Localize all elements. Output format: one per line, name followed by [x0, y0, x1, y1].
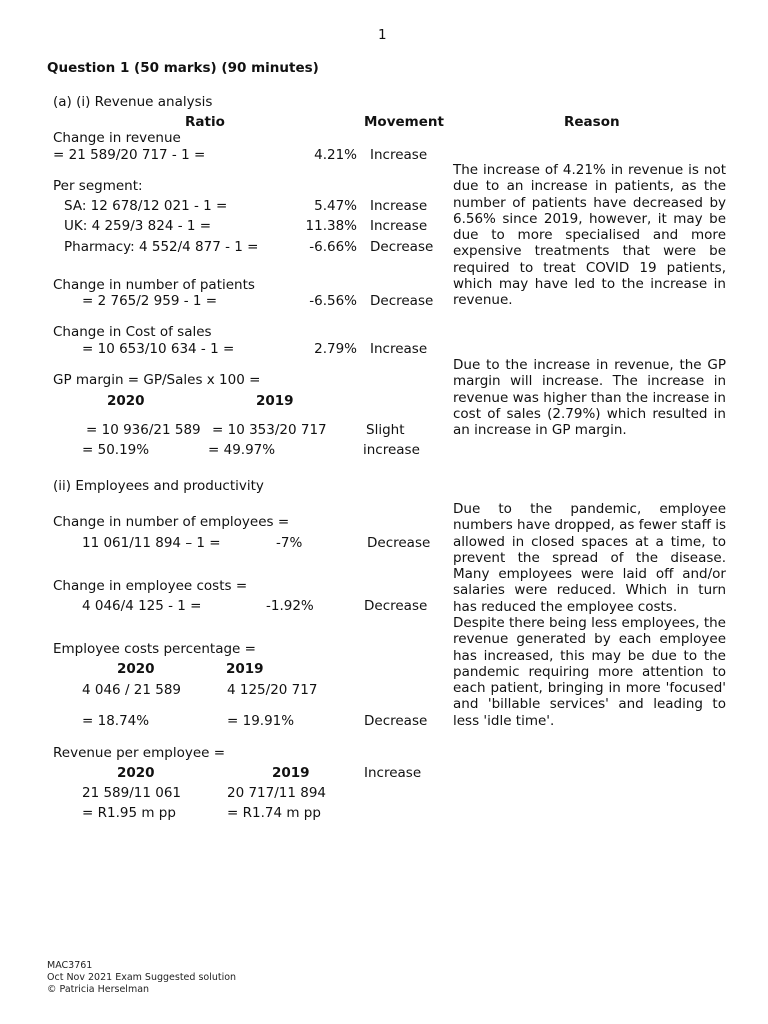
- employee-costs-pct-calc-2020: 4 046 / 21 589: [82, 682, 182, 698]
- change-employee-costs-label: Change in employee costs =: [53, 578, 248, 594]
- segment-uk-movement: Increase: [370, 218, 428, 234]
- revenue-per-employee-year-2020: 2020: [117, 765, 155, 781]
- change-employee-costs-movement: Decrease: [364, 598, 428, 614]
- employee-costs-pct-year-2019: 2019: [226, 661, 264, 677]
- question-title: Question 1 (50 marks) (90 minutes): [47, 60, 319, 76]
- change-employees-value: -7%: [276, 535, 303, 551]
- column-header-reason: Reason: [564, 114, 620, 130]
- reason-productivity: Despite there being less employees, the revenue generated by each employee has increased, this may be due to the pandemic requiring more attention to each patient, bringing in more 'focused' and 'billable services' and leading to less 'idle time'.: [453, 615, 726, 729]
- gp-margin-label: GP margin = GP/Sales x 100 =: [53, 372, 261, 388]
- per-segment-label: Per segment:: [53, 178, 143, 194]
- change-patients-movement: Decrease: [370, 293, 434, 309]
- section-a-heading: (a) (i) Revenue analysis: [53, 94, 213, 110]
- change-patients-label: Change in number of patients: [53, 277, 255, 293]
- revenue-per-employee-result-2020: = R1.95 m pp: [82, 805, 176, 821]
- revenue-per-employee-calc-2019: 20 717/11 894: [227, 785, 327, 801]
- gp-margin-year-2020: 2020: [107, 393, 145, 409]
- employee-costs-pct-calc-2019: 4 125/20 717: [227, 682, 318, 698]
- change-patients-formula: = 2 765/2 959 - 1 =: [82, 293, 218, 309]
- revenue-per-employee-calc-2020: 21 589/11 061: [82, 785, 182, 801]
- revenue-per-employee-label: Revenue per employee =: [53, 745, 226, 761]
- change-cost-sales-formula: = 10 653/10 634 - 1 =: [82, 341, 235, 357]
- change-employees-label: Change in number of employees =: [53, 514, 290, 530]
- segment-sa-formula: SA: 12 678/12 021 - 1 =: [64, 198, 228, 214]
- column-header-movement: Movement: [364, 114, 444, 130]
- gp-margin-result-2020: = 50.19%: [82, 442, 150, 458]
- revenue-per-employee-year-2019: 2019: [272, 765, 310, 781]
- gp-margin-calc-2020: = 10 936/21 589: [86, 422, 201, 438]
- segment-sa-movement: Increase: [370, 198, 428, 214]
- footer-course: MAC3761: [47, 960, 93, 971]
- employee-costs-pct-result-2020: = 18.74%: [82, 713, 150, 729]
- footer-exam: Oct Nov 2021 Exam Suggested solution: [47, 972, 237, 983]
- employee-costs-pct-movement: Decrease: [364, 713, 428, 729]
- change-cost-sales-value: 2.79%: [314, 341, 357, 357]
- segment-sa-value: 5.47%: [314, 198, 357, 214]
- segment-uk-value: 11.38%: [305, 218, 357, 234]
- change-revenue-formula: = 21 589/20 717 - 1 =: [53, 147, 206, 163]
- reason-gp-margin: Due to the increase in revenue, the GP margin will increase. The increase in revenue was higher than the increase in cost of sales (2.79%) which resulted in an increase in GP margin.: [453, 357, 726, 439]
- footer-copyright: © Patricia Herselman: [47, 984, 150, 995]
- change-cost-sales-movement: Increase: [370, 341, 428, 357]
- revenue-per-employee-result-2019: = R1.74 m pp: [227, 805, 321, 821]
- segment-pharmacy-formula: Pharmacy: 4 552/4 877 - 1 =: [64, 239, 259, 255]
- gp-margin-calc-2019: = 10 353/20 717: [212, 422, 327, 438]
- change-revenue-movement: Increase: [370, 147, 428, 163]
- gp-margin-year-2019: 2019: [256, 393, 294, 409]
- change-employees-formula: 11 061/11 894 – 1 =: [82, 535, 221, 551]
- change-employee-costs-formula: 4 046/4 125 - 1 =: [82, 598, 202, 614]
- employee-costs-pct-year-2020: 2020: [117, 661, 155, 677]
- gp-margin-movement-line1: Slight: [366, 422, 405, 438]
- column-header-ratio: Ratio: [185, 114, 225, 130]
- change-cost-sales-label: Change in Cost of sales: [53, 324, 212, 340]
- reason-employees: Due to the pandemic, employee numbers have dropped, as fewer staff is allowed in closed spaces at a time, to prevent the spread of the disease. Many employees were laid off and/or salaries were reduced. Which in turn has reduced the employee costs.: [453, 501, 726, 615]
- change-employee-costs-value: -1.92%: [266, 598, 314, 614]
- change-patients-value: -6.56%: [309, 293, 357, 309]
- reason-revenue: The increase of 4.21% in revenue is not due to an increase in patients, as the number of patients have decreased by 6.56% since 2019, however, it may be due to more specialised and more expensive treatments that were be required to treat COVID 19 patients, which may have led to the increase in revenue.: [453, 162, 726, 309]
- gp-margin-result-2019: = 49.97%: [208, 442, 276, 458]
- page-number: 1: [378, 27, 387, 43]
- change-revenue-value: 4.21%: [314, 147, 357, 163]
- segment-uk-formula: UK: 4 259/3 824 - 1 =: [64, 218, 212, 234]
- section-b-heading: (ii) Employees and productivity: [53, 478, 264, 494]
- segment-pharmacy-movement: Decrease: [370, 239, 434, 255]
- revenue-per-employee-movement: Increase: [364, 765, 422, 781]
- employee-costs-pct-label: Employee costs percentage =: [53, 641, 256, 657]
- segment-pharmacy-value: -6.66%: [309, 239, 357, 255]
- gp-margin-movement-line2: increase: [363, 442, 420, 458]
- employee-costs-pct-result-2019: = 19.91%: [227, 713, 295, 729]
- change-employees-movement: Decrease: [367, 535, 431, 551]
- change-revenue-label: Change in revenue: [53, 130, 181, 146]
